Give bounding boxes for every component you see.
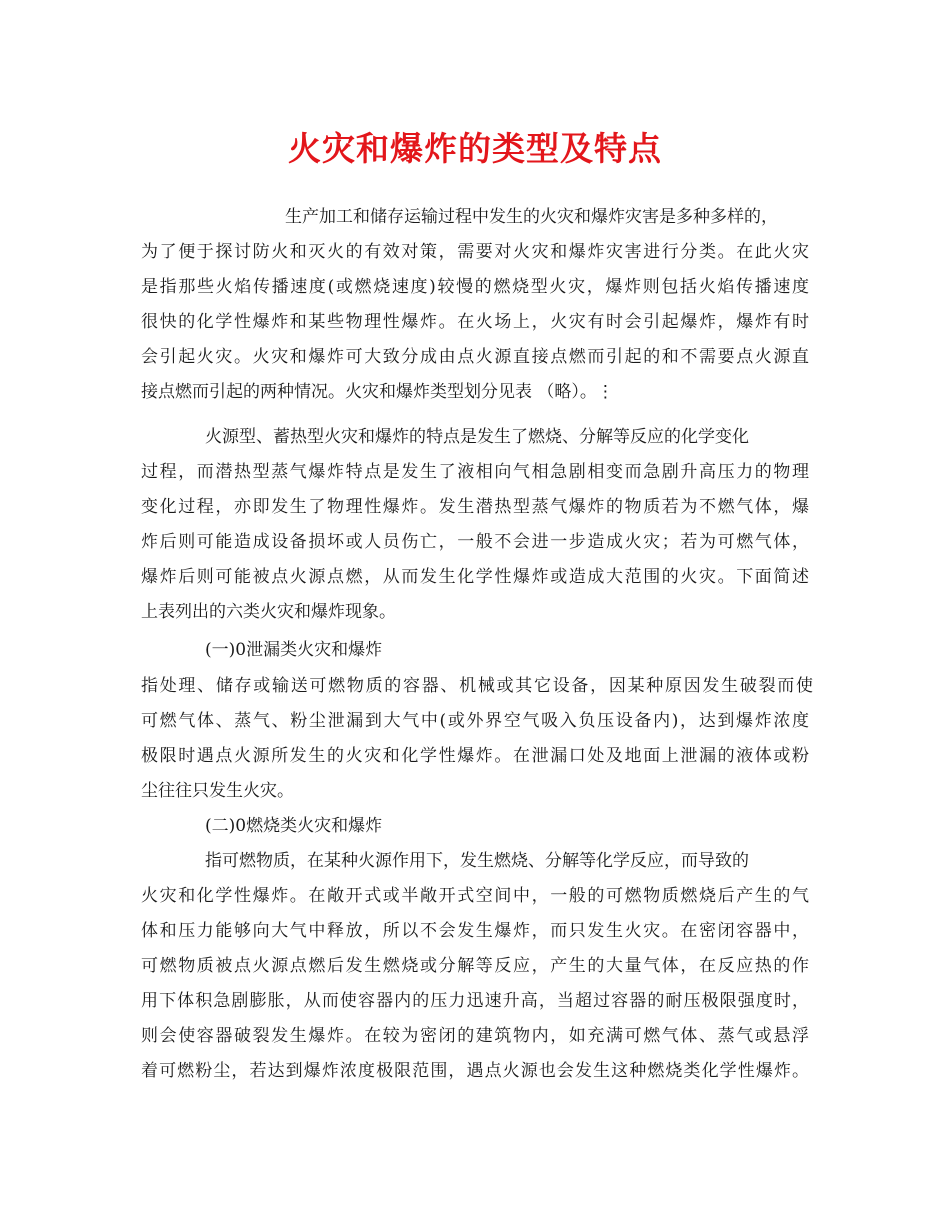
paragraph-1-line-5: 会引起火灾。火灾和爆炸可大致分成由点火源直接点燃而引起的和不需要点火源直 — [141, 347, 809, 367]
paragraph-4-line-5: 用下体积急剧膨胀，从而使容器内的压力迅速升高，当超过容器的耐压极限强度时， — [141, 991, 809, 1011]
paragraph-4-line-3: 体和压力能够向大气中释放，所以不会发生爆炸，而只发生火灾。在密闭容器中， — [141, 921, 809, 941]
section-heading-1: (一)0泄漏类火灾和爆炸 — [205, 640, 383, 660]
paragraph-2-line-6: 上表列出的六类火灾和爆炸现象。 — [141, 602, 396, 622]
paragraph-1-line-3: 是指那些火焰传播速度(或燃烧速度)较慢的燃烧型火灾，爆炸则包括火焰传播速度 — [141, 277, 809, 297]
paragraph-3-line-1: 指处理、储存或输送可燃物质的容器、机械或其它设备，因某种原因发生破裂而使 — [141, 676, 813, 696]
paragraph-4-line-6: 则会使容器破裂发生爆炸。在较为密闭的建筑物内，如充满可燃气体、蒸气或悬浮 — [141, 1026, 809, 1046]
paragraph-3-line-2: 可燃气体、蒸气、粉尘泄漏到大气中(或外界空气吸入负压设备内)，达到爆炸浓度 — [141, 711, 809, 731]
paragraph-1-line-6: 接点燃而引起的两种情况。火灾和爆炸类型划分见表 （略）。⋮ — [141, 382, 614, 402]
paragraph-1-line-2: 为了便于探讨防火和灭火的有效对策，需要对火灾和爆炸灾害进行分类。在此火灾 — [141, 242, 809, 262]
page-title: 火灾和爆炸的类型及特点 — [288, 129, 662, 168]
paragraph-4-line-2: 火灾和化学性爆炸。在敞开式或半敞开式空间中，一般的可燃物质燃烧后产生的气 — [141, 886, 809, 906]
paragraph-2-line-1: 火源型、蓄热型火灾和爆炸的特点是发生了燃烧、分解等反应的化学变化 — [205, 427, 749, 447]
paragraph-1-line-1: 生产加工和储存运输过程中发生的火灾和爆炸灾害是多种多样的， — [285, 207, 778, 227]
section-heading-2: (二)0燃烧类火灾和爆炸 — [205, 816, 383, 836]
paragraph-3-line-3: 极限时遇点火源所发生的火灾和化学性爆炸。在泄漏口处及地面上泄漏的液体或粉 — [141, 746, 809, 766]
paragraph-2-line-3: 变化过程，亦即发生了物理性爆炸。发生潜热型蒸气爆炸的物质若为不燃气体，爆 — [141, 497, 809, 517]
paragraph-4-line-7: 着可燃粉尘，若达到爆炸浓度极限范围，遇点火源也会发生这种燃烧类化学性爆炸。 — [141, 1061, 809, 1081]
paragraph-3-line-4: 尘往往只发生火灾。 — [141, 781, 294, 801]
paragraph-4-line-4: 可燃物质被点火源点燃后发生燃烧或分解等反应，产生的大量气体，在反应热的作 — [141, 956, 809, 976]
paragraph-4-line-1: 指可燃物质，在某种火源作用下，发生燃烧、分解等化学反应，而导致的 — [205, 851, 749, 871]
paragraph-2-line-5: 爆炸后则可能被点火源点燃，从而发生化学性爆炸或造成大范围的火灾。下面简述 — [141, 567, 809, 587]
paragraph-2-line-4: 炸后则可能造成设备损坏或人员伤亡，一般不会进一步造成火灾；若为可燃气体， — [141, 532, 809, 552]
paragraph-1-line-4: 很快的化学性爆炸和某些物理性爆炸。在火场上，火灾有时会引起爆炸，爆炸有时 — [141, 312, 809, 332]
paragraph-2-line-2: 过程，而潜热型蒸气爆炸特点是发生了液相向气相急剧相变而急剧升高压力的物理 — [141, 462, 809, 482]
